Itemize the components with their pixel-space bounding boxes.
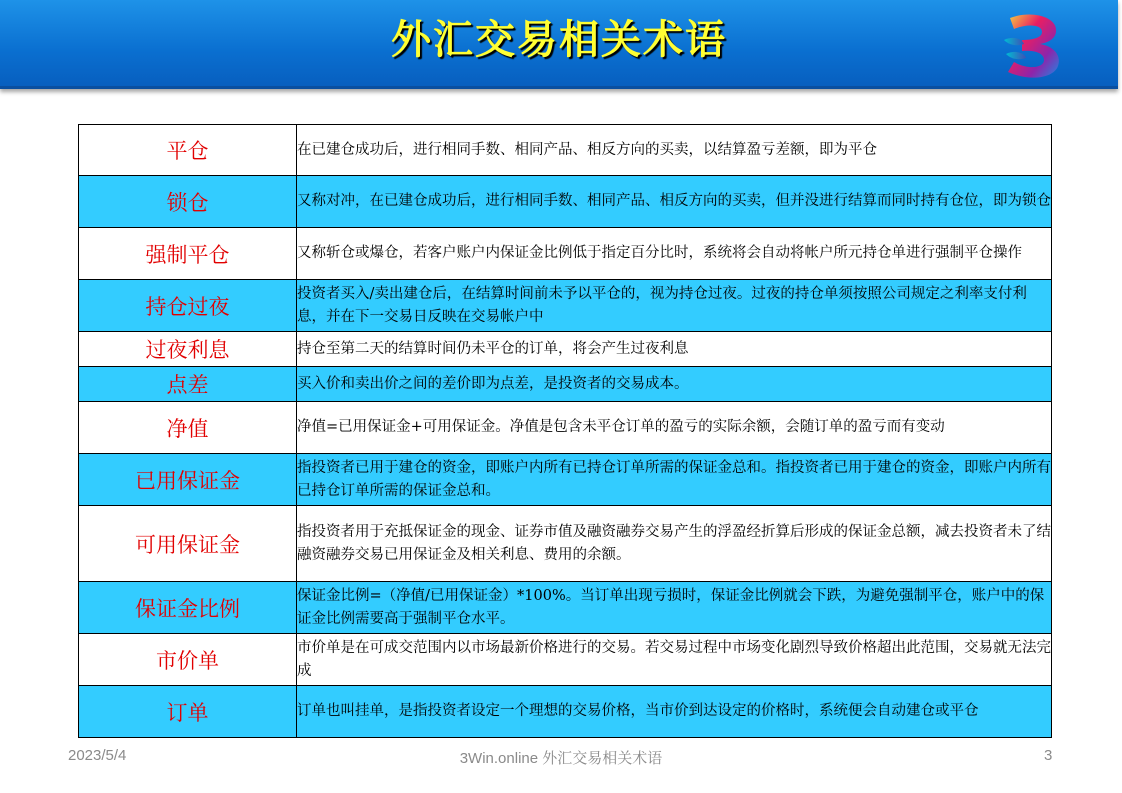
table-row <box>79 176 1052 228</box>
table-row <box>79 402 1052 454</box>
footer-date: 2023/5/4 <box>68 747 127 764</box>
term-cell: 市价单 <box>79 634 297 686</box>
title-banner <box>0 0 1118 89</box>
term-cell: 净值 <box>79 402 297 454</box>
term-cell: 过夜利息 <box>79 332 297 367</box>
table-row <box>79 125 1052 176</box>
terms-table <box>78 124 1052 738</box>
table-row <box>79 280 1052 332</box>
table-row <box>79 454 1052 506</box>
definition-cell: 指投资者已用于建仓的资金，即账户内所有已持仓订单所需的保证金总和。指投资者已用于建仓的资金，即账户内所有已持仓订单所需的保证金总和。 <box>297 454 1052 506</box>
term-cell: 强制平仓 <box>79 228 297 280</box>
definition-cell: 又称斩仓或爆仓，若客户账户内保证金比例低于指定百分比时，系统将会自动将帐户所元持仓单进行强制平仓操作 <box>297 228 1052 280</box>
page-number: 3 <box>1044 747 1053 764</box>
table-row <box>79 582 1052 634</box>
term-cell: 订单 <box>79 686 297 738</box>
definition-cell: 保证金比例=（净值/已用保证金）*100%。当订单出现亏损时，保证金比例就会下跌，为避免强制平仓，账户中的保证金比例需要高于强制平仓水平。 <box>297 582 1052 634</box>
definition-cell: 买入价和卖出价之间的差价即为点差，是投资者的交易成本。 <box>297 367 1052 402</box>
footer-title: 3Win.online 外汇交易相关术语 <box>459 750 663 767</box>
definition-cell: 在已建仓成功后，进行相同手数、相同产品、相反方向的买卖，以结算盈亏差额，即为平仓 <box>297 125 1052 176</box>
term-cell: 可用保证金 <box>79 506 297 582</box>
definition-cell: 市价单是在可成交范围内以市场最新价格进行的交易。若交易过程中市场变化剧烈导致价格超出此范围，交易就无法完成 <box>297 634 1052 686</box>
term-cell: 点差 <box>79 367 297 402</box>
definition-cell: 持仓至第二天的结算时间仍未平仓的订单，将会产生过夜利息 <box>297 332 1052 367</box>
term-cell: 持仓过夜 <box>79 280 297 332</box>
table-row <box>79 228 1052 280</box>
definition-cell: 指投资者用于充抵保证金的现金、证券市值及融资融券交易产生的浮盈经折算后形成的保证金总额，减去投资者未了结融资融券交易已用保证金及相关利息、费用的余额。 <box>297 506 1052 582</box>
term-cell: 保证金比例 <box>79 582 297 634</box>
term-cell: 平仓 <box>79 125 297 176</box>
table-row <box>79 634 1052 686</box>
table-row <box>79 686 1052 738</box>
term-cell: 锁仓 <box>79 176 297 228</box>
logo-3-icon <box>1000 10 1066 80</box>
table-row <box>79 506 1052 582</box>
table-row <box>79 367 1052 402</box>
definition-cell: 净值=已用保证金+可用保证金。净值是包含未平仓订单的盈亏的实际余额，会随订单的盈亏而有变动 <box>297 402 1052 454</box>
definition-cell: 订单也叫挂单，是指投资者设定一个理想的交易价格，当市价到达设定的价格时，系统便会自动建仓或平仓 <box>297 686 1052 738</box>
table-row <box>79 332 1052 367</box>
page-title: 外汇交易相关术语 <box>391 17 727 63</box>
definition-cell: 投资者买入/卖出建仓后，在结算时间前未予以平仓的，视为持仓过夜。过夜的持仓单须按照公司规定之利率支付利息，并在下一交易日反映在交易帐户中 <box>297 280 1052 332</box>
definition-cell: 又称对冲，在已建仓成功后，进行相同手数、相同产品、相反方向的买卖，但并没进行结算而同时持有仓位，即为锁仓 <box>297 176 1052 228</box>
term-cell: 已用保证金 <box>79 454 297 506</box>
